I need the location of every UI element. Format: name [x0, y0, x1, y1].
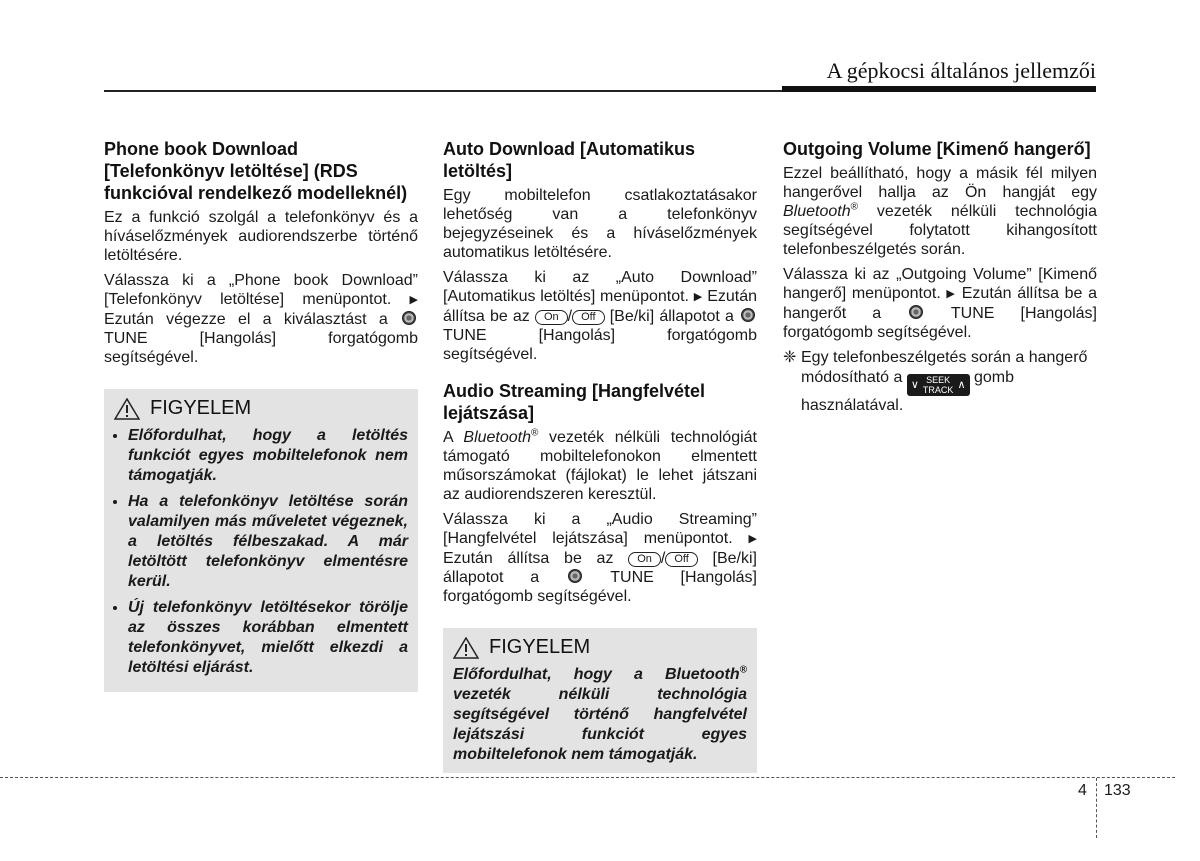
arrow-right-icon: ▶: [946, 288, 957, 300]
on-button-icon: On: [535, 310, 568, 325]
text: Ezután állítsa be az: [443, 288, 757, 325]
paragraph: Válassza ki a „Audio Streaming” [Hangfelvétel lejátszása] menüpontot. ▶ Ezután állítsa be az On / Off [Be/ki] állapotot a TUNE [Hangolás] forgatógomb segítségével.: [443, 511, 758, 605]
column-3: [783, 138, 1097, 416]
note: [783, 348, 1097, 416]
footer-divider: [1096, 778, 1097, 838]
section-heading-phonebook: Phone book Download [Telefonkönyv letöltése] (RDS funkcióval rendelkező modelleknél): [104, 139, 408, 203]
seek-track-button-icon: [907, 374, 970, 396]
header-rule-accent: [782, 86, 1096, 92]
text: Ezzel beállítható, hogy a másik fél milyen hangerővel hallja az Ön hangját egy: [783, 165, 1097, 201]
list-item: • Ha a telefonkönyv letöltése során valamilyen más műveletet végeznek, a letöltés félbeszakad. A már letöltött telefonkönyv elmentésre kerül.: [128, 492, 408, 592]
paragraph: [104, 271, 418, 367]
list-item: • Előfordulhat, hogy a letöltés funkciót egyes mobiltelefonok nem támogatják.: [128, 426, 408, 486]
seek-label: SEEK: [926, 375, 951, 385]
column-2: [443, 138, 757, 773]
off-button-icon: Off: [572, 310, 604, 325]
text: [Be/ki] állapotot a: [609, 308, 734, 325]
text: TUNE [Hangolás] forgatógomb segítségével.: [443, 327, 757, 363]
text: [Be/ki] állapotot a: [443, 550, 757, 586]
warning-header: [453, 636, 747, 659]
text: TUNE [Hangolás] forgatógomb segítségével.: [783, 305, 1097, 341]
warning-header: [114, 397, 408, 420]
tune-knob-icon: [568, 569, 582, 583]
text: vezeték nélküli technológia segítségével történő hangfelvétel lejátszási funkciót egyes mobiltelefonok nem támogatják.: [453, 686, 747, 763]
paragraph: [783, 265, 1097, 342]
paragraph: Ez a funkció szolgál a telefonkönyv és a híváselőzmények audiorendszerbe történő letöltésére.: [104, 209, 418, 264]
registered-mark: ®: [739, 664, 747, 676]
text: Ezután állítsa be az: [443, 550, 614, 567]
header-rule: [104, 90, 784, 92]
text: TUNE [Hangolás] forgatógomb segítségével.: [104, 330, 418, 366]
running-header: A gépkocsi általános jellemzői: [826, 58, 1096, 83]
warning-box: [104, 389, 418, 692]
paragraph: Egy mobiltelefon csatlakoztatásakor lehetőség van a telefonkönyv bejegyzéseinek és a híváselőzmények automatikus letöltésére.: [443, 187, 757, 261]
registered-mark: ®: [531, 427, 539, 439]
text: Előfordulhat, hogy a Bluetooth: [453, 666, 740, 683]
text: vezeték nélküli technológia segítségével folytatott kihangosított telefonbeszélgetés során.: [783, 203, 1097, 258]
off-button-icon: Off: [665, 552, 697, 567]
text: Válassza ki az „Auto Download” [Automatikus letöltés] menüpontot.: [443, 269, 757, 305]
text-bluetooth: Bluetooth: [463, 429, 532, 446]
note-mark: ❈: [783, 349, 797, 366]
on-button-icon: On: [628, 552, 661, 567]
seek-track-label: [923, 375, 954, 395]
text: Válassza ki a „Phone book Download” [Telefonkönyv letöltése] menüpontot.: [104, 272, 418, 308]
text: Válassza ki a „Audio Streaming” [Hangfelvétel lejátszása] menüpontot.: [443, 511, 757, 547]
text: Ezután állítsa be a hangerőt a: [783, 285, 1097, 322]
registered-mark: ®: [850, 201, 858, 213]
track-label: TRACK: [922, 385, 954, 395]
text: TUNE [Hangolás] forgatógomb segítségével.: [443, 569, 758, 605]
arrow-right-icon: ▶: [693, 291, 703, 303]
warning-list: [114, 426, 408, 678]
arrow-right-icon: ▶: [748, 533, 758, 545]
chevron-up-icon: ∧: [957, 379, 966, 391]
footer-rule: [0, 777, 1175, 778]
section-heading-auto-download: Auto Download [Automatikus letöltés]: [443, 139, 695, 181]
warning-title: FIGYELEM: [150, 397, 252, 419]
tune-knob-icon: [741, 308, 755, 322]
text: Válassza ki az „Outgoing Volume” [Kimenő hangerő] menüpontot.: [783, 266, 1097, 302]
text: A: [443, 429, 453, 446]
column-1: [104, 138, 418, 692]
section-heading-audio-streaming: Audio Streaming [Hangfelvétel lejátszása]: [443, 381, 706, 423]
paragraph: [783, 164, 1097, 259]
chapter-number: 4: [1078, 782, 1087, 799]
paragraph: [443, 428, 757, 504]
list-item: • Új telefonkönyv letöltésekor törölje az összes korábban elmentett telefonkönyvet, mielőtt elkezdi a letöltési eljárást.: [128, 598, 408, 678]
paragraph: Válassza ki az „Auto Download” [Automatikus letöltés] menüpontot. ▶ Ezután állítsa be az On / Off [Be/ki] állapotot a TUNE [Hangolás] forgatógomb segítségével.: [443, 269, 757, 363]
note-text: [801, 348, 1097, 416]
warning-triangle-icon: [453, 637, 479, 659]
arrow-right-icon: ▶: [409, 294, 418, 306]
text-bluetooth: Bluetooth: [783, 203, 851, 220]
page-number: 133: [1104, 782, 1131, 799]
tune-knob-icon: [402, 311, 416, 325]
text: Ezután végezze el a kiválasztást a: [104, 311, 388, 328]
warning-text: [453, 665, 747, 765]
chevron-down-icon: ∨: [910, 379, 919, 391]
text: gomb használatával.: [801, 369, 1014, 414]
tune-knob-icon: [909, 305, 923, 319]
section-heading-outgoing-volume: Outgoing Volume [Kimenő hangerő]: [783, 139, 1091, 159]
warning-triangle-icon: [114, 398, 140, 420]
text: vezeték nélküli technológiát támogató mobiltelefonokon elmentett műsorszámokat (fájlokat) le lehet játszani az audiorendszeren keresztül.: [443, 429, 757, 503]
text: Egy telefonbeszélgetés során a hangerő módosítható a: [801, 349, 1088, 386]
warning-title: FIGYELEM: [489, 636, 591, 658]
warning-box: [443, 628, 757, 773]
